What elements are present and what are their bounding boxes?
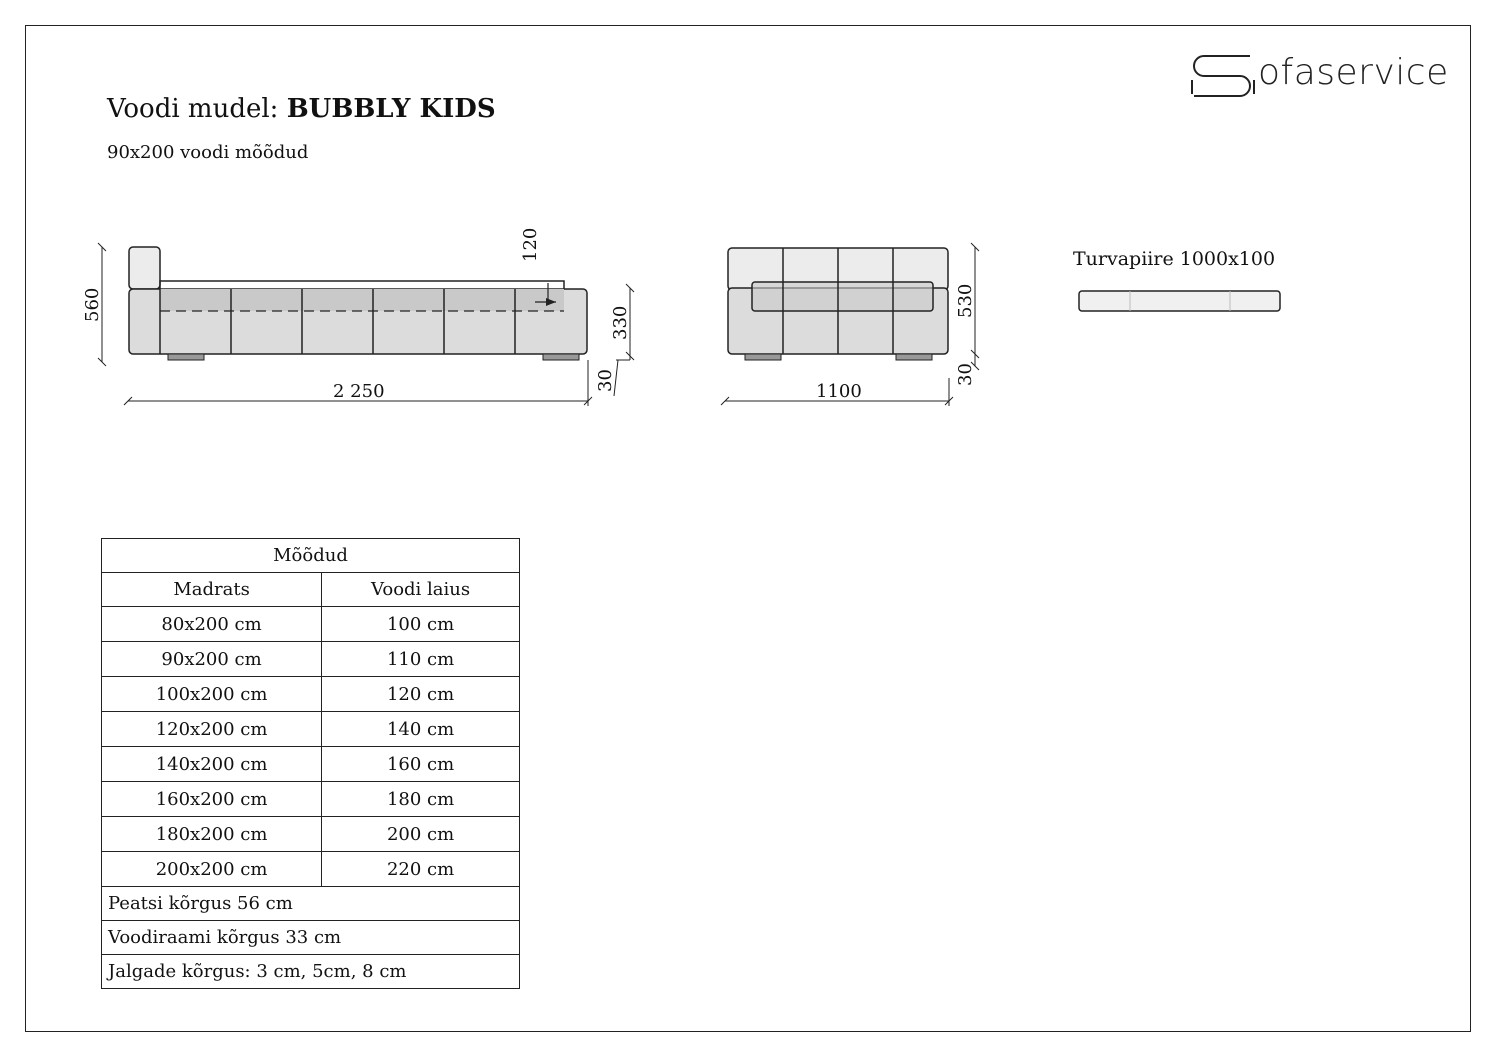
table-header-row — [102, 573, 520, 607]
table-note-row — [102, 955, 520, 989]
table-row — [102, 817, 520, 852]
table-row — [102, 712, 520, 747]
dim-2250: 2 250 — [333, 381, 385, 402]
front-leg-left — [745, 354, 781, 360]
front-view — [721, 243, 979, 406]
bed-width: 180 cm — [322, 782, 520, 817]
bed-width: 110 cm — [322, 642, 520, 677]
mattress-size: 180x200 cm — [102, 817, 322, 852]
side-view — [82, 228, 634, 406]
rail-body — [1079, 291, 1280, 311]
mattress-size: 80x200 cm — [102, 607, 322, 642]
table-row — [102, 782, 520, 817]
column-header-mattress: Madrats — [102, 573, 322, 607]
bed-width: 100 cm — [322, 607, 520, 642]
bed-width: 200 cm — [322, 817, 520, 852]
mattress-size: 160x200 cm — [102, 782, 322, 817]
model-name: BUBBLY KIDS — [286, 94, 496, 124]
dim-530: 530 — [955, 283, 976, 318]
bed-width: 220 cm — [322, 852, 520, 887]
side-leg-right — [543, 354, 579, 360]
note-frame-height: Voodiraami kõrgus 33 cm — [102, 921, 520, 955]
bed-width: 120 cm — [322, 677, 520, 712]
column-header-bed-width: Voodi laius — [322, 573, 520, 607]
dim-330: 330 — [610, 305, 631, 340]
dim-560: 560 — [82, 287, 103, 322]
dimensions-table — [101, 538, 520, 989]
logo-text: ofaservice — [1258, 52, 1449, 93]
mattress-size: 100x200 cm — [102, 677, 322, 712]
dim-120: 120 — [520, 227, 541, 262]
mattress-size: 90x200 cm — [102, 642, 322, 677]
front-rail-outline — [752, 282, 933, 311]
mattress-size: 200x200 cm — [102, 852, 322, 887]
side-mattress — [160, 289, 564, 311]
dim-1100: 1100 — [816, 381, 862, 402]
rail-label: Turvapiire 1000x100 — [1073, 248, 1276, 270]
table-row — [102, 607, 520, 642]
note-leg-height: Jalgade kõrgus: 3 cm, 5cm, 8 cm — [102, 955, 520, 989]
table-row — [102, 747, 520, 782]
mattress-size: 140x200 cm — [102, 747, 322, 782]
bed-width: 140 cm — [322, 712, 520, 747]
table-title: Mõõdud — [102, 539, 520, 573]
table-title-row — [102, 539, 520, 573]
side-leg-left — [168, 354, 204, 360]
table-note-row — [102, 887, 520, 921]
note-headrest-height: Peatsi kõrgus 56 cm — [102, 887, 520, 921]
mattress-size: 120x200 cm — [102, 712, 322, 747]
page-subtitle: 90x200 voodi mõõdud — [107, 142, 309, 163]
title-prefix: Voodi mudel: — [107, 94, 287, 124]
dim-30-front: 30 — [955, 363, 976, 386]
side-headboard — [129, 247, 160, 289]
table-note-row — [102, 921, 520, 955]
table-row — [102, 642, 520, 677]
front-leg-right — [896, 354, 932, 360]
safety-rail — [1079, 291, 1280, 311]
bed-width: 160 cm — [322, 747, 520, 782]
dim-30-side: 30 — [595, 369, 616, 392]
table-row — [102, 852, 520, 887]
table-row — [102, 677, 520, 712]
